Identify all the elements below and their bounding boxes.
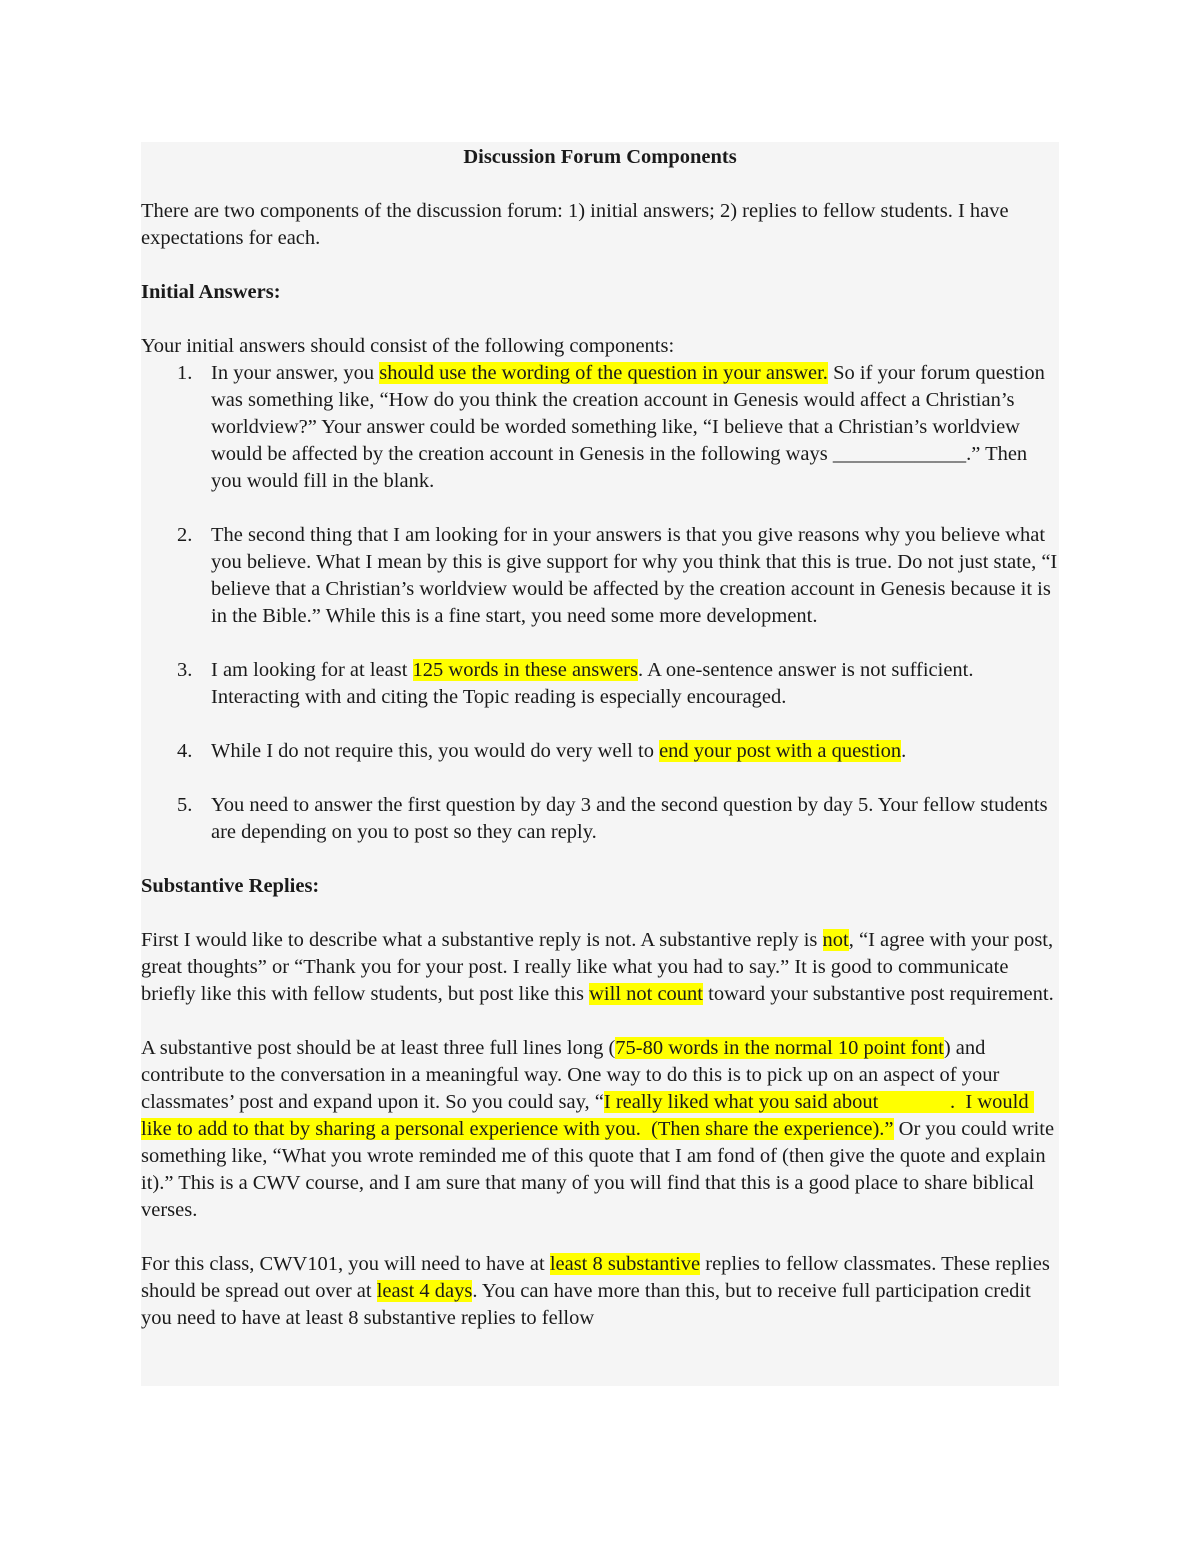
initial-answers-heading: Initial Answers:	[141, 281, 281, 303]
highlighted-text: 125 words in these answers	[412, 659, 638, 681]
body-text: A substantive post should be at least three full lines long (	[141, 1037, 616, 1059]
paragraph-class-requirements	[141, 1251, 1059, 1332]
body-text: ) and contribute to the conversation in a meaningful way. One way to do this is to pick up on an aspect of your classmates’ post and expand upon it. So you could say, “	[141, 1037, 1000, 1113]
list-text: I am looking for at least	[211, 659, 413, 681]
list-item	[141, 738, 1059, 765]
list-number: 5.	[177, 794, 193, 816]
highlighted-text: not	[822, 929, 849, 951]
body-text: First I would like to describe what a substantive reply is not. A substantive reply is	[141, 929, 823, 951]
body-text: replies to fellow classmates. These replies should be spread out over at	[141, 1253, 1050, 1302]
list-text: You need to answer the first question by day 3 and the second question by day 5. Your fellow students are depending on you to post so they can reply.	[211, 794, 1048, 843]
body-text: , “I agree with your post, great thoughts” or “Thank you for your post. I really like what you had to say.” It is good to communicate briefly like this with fellow students, but post like this	[141, 929, 1054, 1005]
highlighted-text: I really liked what you said about . I would like to add to that by sharing a personal experience with you. (Then share the experience).”	[141, 1091, 1034, 1140]
list-item	[141, 522, 1059, 630]
highlighted-text: 75-80 words in the normal 10 point font	[615, 1037, 944, 1059]
initial-answers-lead: Your initial answers should consist of the following components:	[141, 335, 675, 357]
substantive-replies-heading: Substantive Replies:	[141, 875, 320, 897]
body-text: Or you could write something like, “What you wrote reminded me of this quote that I am fond of (then give the quote and explain it).” This is a CWV course, and I am sure that many of you will find that this is a good place to share biblical verses.	[141, 1118, 1055, 1221]
list-text: In your answer, you	[211, 362, 380, 384]
highlighted-text: will not count	[589, 983, 704, 1005]
body-text: toward your substantive post requirement.	[703, 983, 1054, 1005]
list-text: . A one-sentence answer is not sufficient. Interacting with and citing the Topic reading is especially encouraged.	[211, 659, 974, 708]
list-item	[141, 360, 1059, 495]
list-number: 4.	[177, 740, 193, 762]
body-text: . You can have more than this, but to receive full participation credit you need to have at least 8 substantive replies to fellow	[141, 1280, 1031, 1329]
body-text: For this class, CWV101, you will need to have at	[141, 1253, 550, 1275]
highlighted-text: end your post with a question	[659, 740, 902, 762]
paragraph-substantive-definition	[141, 927, 1059, 1008]
list-text: The second thing that I am looking for in your answers is that you give reasons why you believe what you believe. What I mean by this is give support for why you think that this is true. Do not just state, “I believe that a Christian’s worldview would be affected by the creation account in Genesis because it is in the Bible.” While this is a fine start, you need some more development.	[211, 524, 1058, 627]
highlighted-text: least 8 substantive	[549, 1253, 701, 1275]
components-list	[141, 360, 1059, 846]
paragraph-substantive-length	[141, 1035, 1059, 1224]
list-item	[141, 657, 1059, 711]
intro-paragraph: There are two components of the discussion forum: 1) initial answers; 2) replies to fellow students. I have expectations for each.	[141, 200, 1009, 249]
list-number: 3.	[177, 659, 193, 681]
document-title: Discussion Forum Components	[463, 146, 737, 168]
list-item	[141, 792, 1059, 846]
list-number: 2.	[177, 524, 193, 546]
document-body	[141, 142, 1059, 1386]
list-text: While I do not require this, you would do very well to	[211, 740, 660, 762]
highlighted-text: least 4 days	[376, 1280, 473, 1302]
list-text: So if your forum question was something like, “How do you think the creation account in Genesis would affect a Christian’s worldview?” Your answer could be worded something like, “I believe that a Christian’s worldview would be affected by the creation account in Genesis in the following ways _____________.” Then you would fill in the blank.	[211, 362, 1045, 492]
highlighted-text: should use the wording of the question in your answer.	[379, 362, 828, 384]
list-number: 1.	[177, 362, 193, 384]
list-text: .	[901, 740, 907, 762]
